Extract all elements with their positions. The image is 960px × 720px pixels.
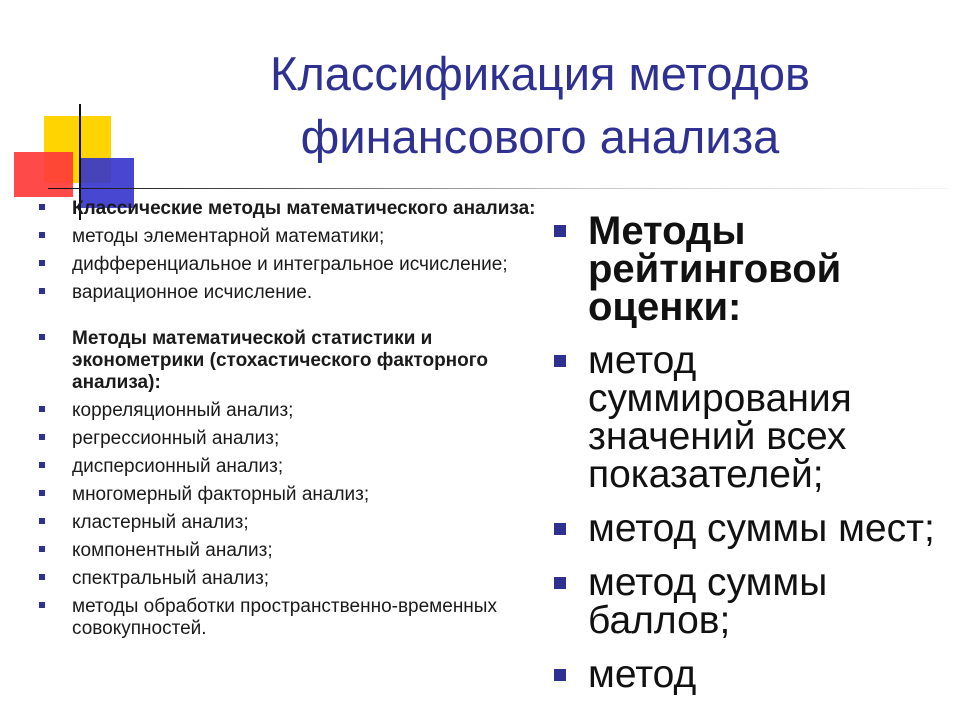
square-bullet-icon <box>554 669 566 681</box>
square-bullet-icon <box>39 204 45 210</box>
square-bullet-icon <box>39 288 45 294</box>
list-item-text: дифференциальное и интегральное исчисление; <box>72 254 508 275</box>
list-item-text: дисперсионный анализ; <box>72 456 284 477</box>
list-item <box>32 456 536 478</box>
square-bullet-icon <box>39 546 45 552</box>
square-bullet-icon <box>554 577 566 589</box>
list-item <box>548 507 948 550</box>
list-item-text: методы обработки пространственно-временных совокупностей. <box>72 596 497 639</box>
title-divider-line <box>48 188 948 189</box>
left-bullet-list <box>32 198 536 646</box>
list-item-text: метод <box>588 653 697 696</box>
list-item <box>32 512 536 534</box>
list-item-text: корреляционный анализ; <box>72 400 294 421</box>
square-bullet-icon <box>39 334 45 340</box>
list-item-text: многомерный факторный анализ; <box>72 484 370 505</box>
list-item <box>32 400 536 422</box>
list-item <box>32 428 536 450</box>
list-item-text: метод суммирования значений всех показателей; <box>588 339 852 496</box>
list-item <box>548 209 948 329</box>
square-bullet-icon <box>39 406 45 412</box>
list-item-text: метод суммы мест; <box>588 507 935 550</box>
list-item <box>548 653 948 696</box>
list-item <box>548 339 948 496</box>
square-bullet-icon <box>39 574 45 580</box>
square-bullet-icon <box>39 260 45 266</box>
list-item <box>32 540 536 562</box>
list-item-text: кластерный анализ; <box>72 512 249 533</box>
list-item <box>32 226 536 248</box>
square-bullet-icon <box>39 232 45 238</box>
list-item <box>32 282 536 304</box>
square-bullet-icon <box>554 523 566 535</box>
list-item-text: метод суммы баллов; <box>588 561 828 642</box>
square-bullet-icon <box>39 490 45 496</box>
slide-title-line-2: финансового анализа <box>300 110 780 163</box>
slide-title-line-1: Классификация методов <box>269 47 811 100</box>
list-item <box>548 561 948 642</box>
list-item-text: Классические методы математического анализа: <box>72 198 536 219</box>
square-bullet-icon <box>39 518 45 524</box>
list-item <box>32 596 536 640</box>
slide-title <box>150 42 930 168</box>
list-item-text: Методы математической статистики и эконометрики (стохастического факторного анализа): <box>72 328 489 393</box>
decorative-red-square <box>14 152 73 197</box>
square-bullet-icon <box>39 602 45 608</box>
square-bullet-icon <box>39 462 45 468</box>
list-item-text: компонентный анализ; <box>72 540 273 561</box>
list-item <box>32 484 536 506</box>
list-item <box>32 328 536 394</box>
list-item-text: спектральный анализ; <box>72 568 270 589</box>
right-bullet-list <box>548 209 948 710</box>
list-item-text: вариационное исчисление. <box>72 282 313 303</box>
list-item <box>32 254 536 276</box>
list-item <box>32 198 536 220</box>
square-bullet-icon <box>554 355 566 367</box>
square-bullet-icon <box>554 225 566 237</box>
list-item-text: Методы рейтинговой оценки: <box>588 209 842 329</box>
list-item-text: методы элементарной математики; <box>72 226 385 247</box>
list-item-text: регрессионный анализ; <box>72 428 280 449</box>
square-bullet-icon <box>39 434 45 440</box>
list-item <box>32 568 536 590</box>
